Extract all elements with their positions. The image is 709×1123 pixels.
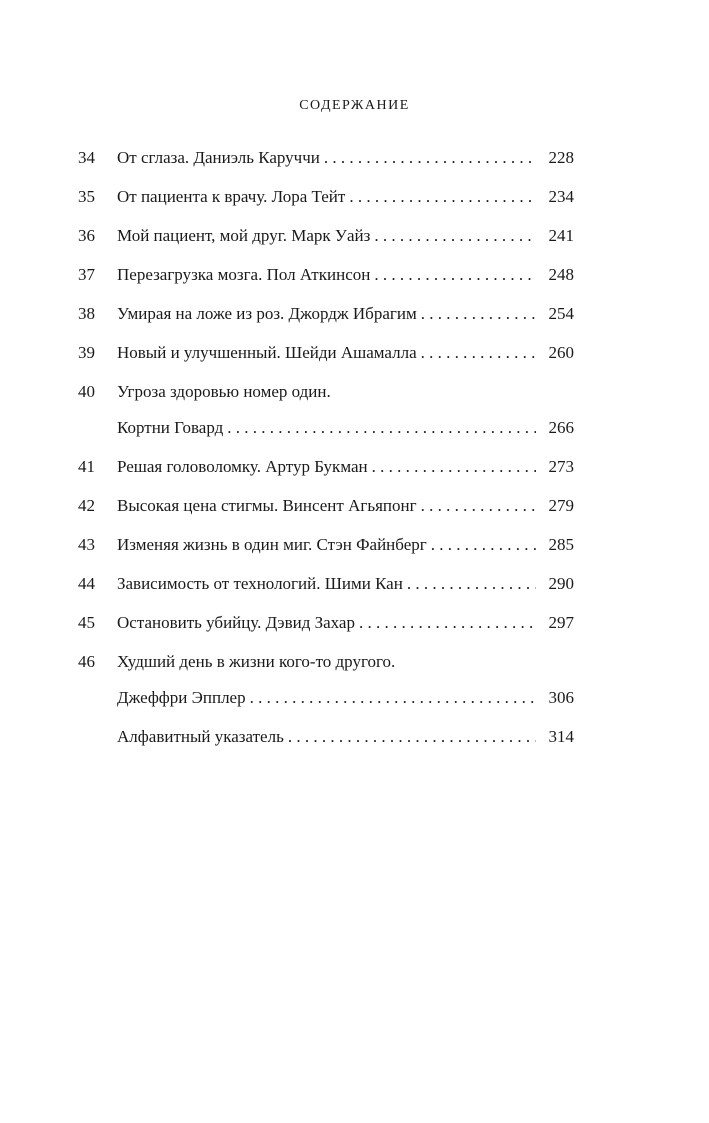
toc-line bbox=[78, 492, 574, 520]
chapter-title: Мой пациент, мой друг. Марк Уайз bbox=[117, 226, 371, 245]
chapter-number: 44 bbox=[78, 574, 95, 593]
toc-line bbox=[78, 183, 574, 211]
page-title: СОДЕРЖАНИЕ bbox=[299, 98, 410, 113]
page-number: 290 bbox=[548, 574, 574, 593]
page-number: 234 bbox=[548, 187, 574, 206]
toc-line bbox=[78, 453, 574, 481]
table-of-contents bbox=[78, 144, 574, 762]
toc-line bbox=[78, 684, 574, 712]
chapter-number: 38 bbox=[78, 304, 95, 323]
dot-leader bbox=[374, 222, 536, 250]
toc-line bbox=[78, 609, 574, 637]
dot-leader bbox=[250, 684, 536, 712]
chapter-number: 45 bbox=[78, 613, 95, 632]
toc-entry bbox=[78, 609, 574, 637]
dot-leader bbox=[431, 531, 536, 559]
chapter-title: От пациента к врачу. Лора Тейт bbox=[117, 187, 346, 206]
page-number: 260 bbox=[548, 343, 574, 362]
chapter-title: Умирая на ложе из роз. Джордж Ибрагим bbox=[117, 304, 417, 323]
page-number: 306 bbox=[548, 688, 574, 707]
toc-entry bbox=[78, 453, 574, 481]
dot-leader bbox=[407, 570, 536, 598]
dot-leader bbox=[372, 453, 536, 481]
chapter-title: Худший день в жизни кого-то другого. bbox=[117, 652, 396, 671]
page-number: 297 bbox=[548, 613, 574, 632]
chapter-number: 41 bbox=[78, 457, 95, 476]
chapter-number: 36 bbox=[78, 226, 95, 245]
chapter-author: Джеффри Эпплер bbox=[117, 688, 246, 707]
toc-entry bbox=[78, 531, 574, 559]
chapter-title: Остановить убийцу. Дэвид Захар bbox=[117, 613, 355, 632]
chapter-title: От сглаза. Даниэль Каруччи bbox=[117, 148, 320, 167]
page-number: 241 bbox=[548, 226, 574, 245]
toc-entry bbox=[78, 183, 574, 211]
chapter-number: 35 bbox=[78, 187, 95, 206]
toc-line bbox=[78, 222, 574, 250]
page-number: 248 bbox=[548, 265, 574, 284]
chapter-title: Зависимость от технологий. Шими Кан bbox=[117, 574, 403, 593]
toc-entry bbox=[78, 378, 574, 442]
page-number: 266 bbox=[548, 418, 574, 437]
toc-line bbox=[78, 648, 574, 676]
toc-entry bbox=[78, 144, 574, 172]
toc-entry bbox=[78, 300, 574, 328]
toc-entry bbox=[78, 648, 574, 712]
toc-entry bbox=[78, 570, 574, 598]
toc-line bbox=[78, 723, 574, 751]
chapter-number: 46 bbox=[78, 652, 95, 671]
page-number: 273 bbox=[548, 457, 574, 476]
toc-line bbox=[78, 378, 574, 406]
page-number: 254 bbox=[548, 304, 574, 323]
dot-leader bbox=[421, 339, 536, 367]
dot-leader bbox=[421, 492, 536, 520]
dot-leader bbox=[359, 609, 536, 637]
toc-line bbox=[78, 300, 574, 328]
chapter-title: Изменяя жизнь в один миг. Стэн Файнберг bbox=[117, 535, 427, 554]
chapter-title: Перезагрузка мозга. Пол Аткинсон bbox=[117, 265, 371, 284]
chapter-number: 40 bbox=[78, 382, 95, 401]
chapter-number: 43 bbox=[78, 535, 95, 554]
page-number: 279 bbox=[548, 496, 574, 515]
toc-line bbox=[78, 144, 574, 172]
dot-leader bbox=[227, 414, 536, 442]
toc-entry bbox=[78, 222, 574, 250]
page-number: 285 bbox=[548, 535, 574, 554]
chapter-title: Новый и улучшенный. Шейди Ашамалла bbox=[117, 343, 417, 362]
chapter-title: Угроза здоровью номер один. bbox=[117, 382, 331, 401]
dot-leader bbox=[324, 144, 536, 172]
chapter-number: 34 bbox=[78, 148, 95, 167]
dot-leader bbox=[374, 261, 536, 289]
chapter-number: 39 bbox=[78, 343, 95, 362]
toc-line bbox=[78, 261, 574, 289]
toc-line bbox=[78, 570, 574, 598]
chapter-number: 37 bbox=[78, 265, 95, 284]
chapter-title: Высокая цена стигмы. Винсент Агьяпонг bbox=[117, 496, 417, 515]
toc-entry bbox=[78, 492, 574, 520]
toc-line bbox=[78, 339, 574, 367]
page-number: 228 bbox=[548, 148, 574, 167]
toc-line bbox=[78, 531, 574, 559]
toc-entry bbox=[78, 339, 574, 367]
dot-leader bbox=[288, 723, 536, 751]
toc-line bbox=[78, 414, 574, 442]
toc-entry bbox=[78, 261, 574, 289]
page-number: 314 bbox=[548, 727, 574, 746]
dot-leader bbox=[349, 183, 536, 211]
chapter-title: Решая головоломку. Артур Букман bbox=[117, 457, 368, 476]
chapter-author: Кортни Говард bbox=[117, 418, 224, 437]
chapter-number: 42 bbox=[78, 496, 95, 515]
index-title: Алфавитный указатель bbox=[117, 727, 284, 746]
toc-entry-index bbox=[78, 723, 574, 751]
dot-leader bbox=[421, 300, 536, 328]
